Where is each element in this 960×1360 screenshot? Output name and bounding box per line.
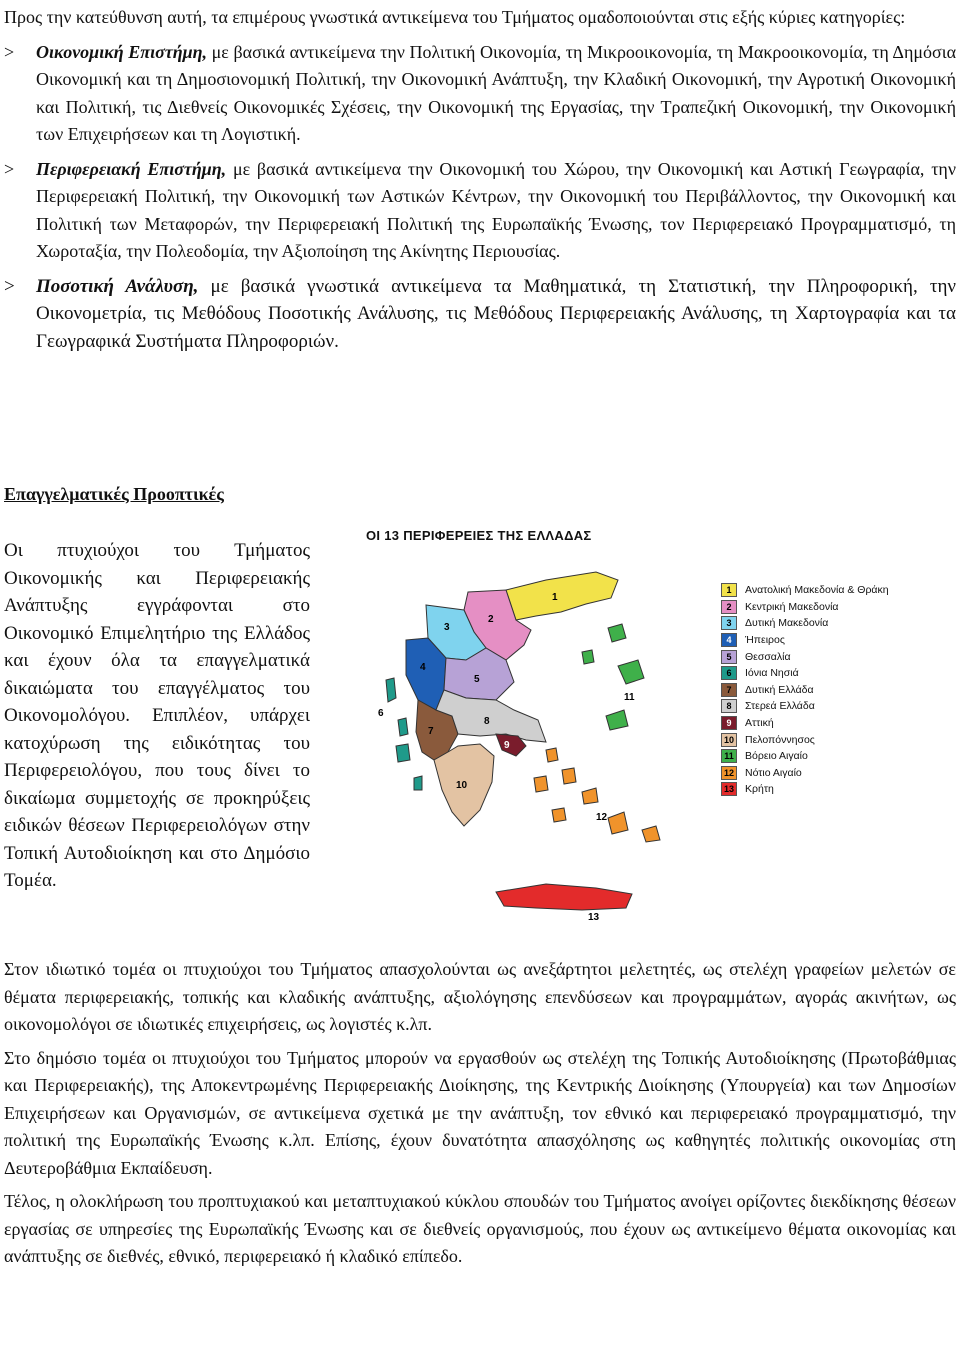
legend-number: 9	[726, 718, 732, 729]
legend-label: Δυτική Ελλάδα	[745, 683, 814, 696]
legend-swatch	[721, 600, 737, 614]
region-4-number: 4	[420, 662, 426, 673]
region-7-number: 7	[428, 726, 434, 737]
legend-number: 4	[726, 635, 732, 646]
legend-label: Βόρειο Αιγαίο	[745, 750, 808, 763]
legend-number: 1	[726, 585, 732, 596]
region-10-number: 10	[456, 780, 468, 791]
region-6-number: 6	[378, 708, 384, 719]
region-11-shape	[582, 624, 644, 730]
legend-item	[721, 698, 889, 715]
region-9-number: 9	[504, 740, 510, 751]
bullet-term: Περιφερειακή Επιστήμη,	[36, 158, 227, 179]
bullet-text: με βασικά αντικείμενα την Πολιτική Οικονομία, τη Μικροοικονομία, τη Μακροοικονομία, τη Δημόσια Οικονομική και τη Δημοσιονομική Πολιτική, την Οικονομική Ανάπτυξη, την Κλαδική Οικονομική, την Αγροτική Οικονομική και Πολιτική, τις Διεθνείς Οικονομικές Σχέσεις, την Οικονομική της Εργασίας, την Τραπεζική Οικονομική, την Οικονομική των Επιχειρήσεων και τη Λογιστική.	[36, 41, 956, 144]
intro-text: Προς την κατεύθυνση αυτή, τα επιμέρους γνωστικά αντικείμενα του Τμήματος ομαδοποιούνται στις εξής κύριες κατηγορίες:	[4, 7, 906, 27]
region-13-number: 13	[588, 912, 600, 923]
legend-swatch	[721, 583, 737, 597]
legend-swatch	[721, 699, 737, 713]
legend-swatch	[721, 716, 737, 730]
legend-swatch	[721, 733, 737, 747]
region-1-shape	[506, 572, 618, 620]
legend-item	[721, 731, 889, 748]
region-1-number: 1	[552, 592, 558, 603]
legend-item	[721, 665, 889, 682]
legend-label: Στερεά Ελλάδα	[745, 700, 815, 713]
document-page	[4, 4, 956, 355]
legend-swatch	[721, 683, 737, 697]
legend-swatch	[721, 782, 737, 796]
map-title: ΟΙ 13 ΠΕΡΙΦΕΡΕΙΕΣ ΤΗΣ ΕΛΛΑΔΑΣ	[366, 528, 592, 543]
legend-item	[721, 582, 889, 599]
legend-label: Πελοπόννησος	[745, 733, 815, 746]
section-heading: Επαγγελματικές Προοπτικές	[4, 484, 224, 504]
legend-number: 3	[726, 618, 732, 629]
bullet-text: με βασικά αντικείμενα την Οικονομική του Χώρου, την Οικονομική και Αστική Γεωγραφία, την Περιφερειακή Πολιτική, την Οικονομική των Αστικών Κέντρων, την Οικονομική του Περιβάλλοντος, την Οικονομική και Πολιτική των Μεταφορών, την Περιφερειακή Πολιτική της Ευρωπαϊκής Ένωσης, τον Περιφερειακό Προγραμματισμό, τη Χωροταξία, την Πολεοδομία, την Αξιοποίηση της Ακίνητης Περιουσίας.	[36, 158, 956, 261]
legend-swatch	[721, 766, 737, 780]
region-3-number: 3	[444, 622, 450, 633]
legend-number: 6	[726, 668, 732, 679]
legend-swatch	[721, 616, 737, 630]
legend-item	[721, 748, 889, 765]
legend-label: Ήπειρος	[745, 634, 785, 647]
legend-swatch	[721, 650, 737, 664]
legend-number: 13	[723, 784, 734, 795]
legend-label: Θεσσαλία	[745, 650, 791, 663]
legend-item	[721, 599, 889, 616]
region-11-number: 11	[624, 692, 635, 703]
legend-label: Ιόνια Νησιά	[745, 667, 799, 680]
greece-regions-map	[356, 520, 956, 940]
legend-swatch	[721, 666, 737, 680]
bullet-economics	[4, 39, 956, 149]
legend-swatch	[721, 749, 737, 763]
region-12-shape	[534, 748, 660, 842]
legend-item	[721, 648, 889, 665]
legend-number: 2	[726, 601, 732, 612]
legend-number: 10	[723, 734, 734, 745]
bottom-paragraphs	[4, 956, 956, 1271]
bullet-text: με βασικά γνωστικά αντικείμενα τα Μαθηματικά, τη Στατιστική, την Πληροφορική, την Οικονομετρία, τις Μεθόδους Ποσοτικής Ανάλυσης, τις Μεθόδους Περιφερειακής Ανάλυσης, τη Χαρτογραφία και τα Γεωγραφικά Συστήματα Πληροφοριών.	[36, 275, 956, 352]
bullet-marker: >	[4, 275, 15, 297]
legend-label: Κεντρική Μακεδονία	[745, 600, 839, 613]
legend-number: 5	[726, 651, 732, 662]
legend-item	[721, 682, 889, 699]
legend-number: 8	[726, 701, 732, 712]
legend-label: Νότιο Αιγαίο	[745, 766, 802, 779]
legend-item	[721, 632, 889, 649]
career-side-text: Οι πτυχιούχοι του Τμήματος Οικονομικής και Περιφερειακής Ανάπτυξης εγγράφονται στο Οικονομικό Επιμελητήριο της Ελλάδος και έχουν όλα τα επαγγελματικά δικαιώματα του επαγγέλματος του Οικονομολόγου. Επιπλέον, υπάρχει κατοχύρωση της ειδικότητας του Περιφερειολόγου, που τους δίνει το δικαίωμα συμμετοχής σε προκηρύξεις ειδικών θέσεων Περιφερειολόγων στην Τοπική Αυτοδιοίκηση και στο Δημόσιο Τομέα.	[4, 540, 310, 891]
bullet-term: Οικονομική Επιστήμη,	[36, 41, 208, 62]
region-5-number: 5	[474, 674, 480, 685]
region-13-shape	[496, 884, 632, 910]
private-sector-paragraph: Στον ιδιωτικό τομέα οι πτυχιούχοι του Τμήματος απασχολούνται ως ανεξάρτητοι μελετητές, ως στελέχη γραφείων μελετών σε θέματα περιφερειακής, τοπικής και κλαδικής ανάπτυξης, αξιολόγησης επενδύσεων και προγραμμάτων, αγοράς ακινήτων, ως οικονομολόγοι σε ιδιωτικές επιχειρήσεις, ως λογιστές κ.λπ.	[4, 959, 956, 1034]
bullet-marker: >	[4, 41, 15, 62]
region-12-number: 12	[596, 812, 608, 823]
legend-item	[721, 765, 889, 782]
bullet-regional-science	[4, 156, 956, 266]
bullet-term: Ποσοτική Ανάλυση,	[36, 275, 199, 297]
legend-label: Δυτική Μακεδονία	[745, 617, 829, 630]
map-graphic	[356, 520, 726, 940]
bullet-quantitative-analysis	[4, 273, 956, 356]
region-8-number: 8	[484, 716, 490, 727]
bullet-marker: >	[4, 158, 15, 179]
legend-item	[721, 715, 889, 732]
map-legend	[721, 582, 889, 798]
public-sector-paragraph: Στο δημόσιο τομέα οι πτυχιούχοι του Τμήματος μπορούν να εργασθούν ως στελέχη της Τοπικής Αυτοδιοίκησης (Πρωτοβάθμιας και Περιφερειακής), της Αποκεντρωμένης Περιφερειακής Διοίκησης, της Κεντρικής Διοίκησης (Υπουργεία) και των Δημοσίων Επιχειρήσεων και Οργανισμών, σε αντικείμενα σχετικά με την ανάπτυξη, τον εθνικό και περιφερειακό προγραμματισμό, την πολιτική της Ευρωπαϊκής Ένωσης κ.λπ. Επίσης, έχουν δυνατότητα απασχόλησης ως καθηγητές πολιτικής οικονομίας στη Δευτεροβάθμια Εκπαίδευση.	[4, 1047, 956, 1178]
legend-label: Αττική	[745, 717, 774, 730]
legend-label: Κρήτη	[745, 783, 774, 796]
legend-number: 7	[726, 684, 732, 695]
legend-label: Ανατολική Μακεδονία & Θράκη	[745, 584, 889, 597]
region-2-number: 2	[488, 614, 494, 625]
international-paragraph: Τέλος, η ολοκλήρωση του προπτυχιακού και μεταπτυχιακού κύκλου σπουδών του Τμήματος ανοίγει ορίζοντες διεκδίκησης θέσεων εργασίας σε υπηρεσίες της Ευρωπαϊκής Ένωσης και σε διεθνείς οργανισμούς, που έχουν ως αντικείμενο θέματα οικονομίας και ανάπτυξης σε διεθνές, εθνικό, περιφερειακό ή κλαδικό επίπεδο.	[4, 1191, 956, 1266]
legend-number: 12	[723, 767, 734, 778]
legend-number: 11	[724, 751, 734, 762]
legend-swatch	[721, 633, 737, 647]
legend-item	[721, 615, 889, 632]
legend-item	[721, 781, 889, 798]
